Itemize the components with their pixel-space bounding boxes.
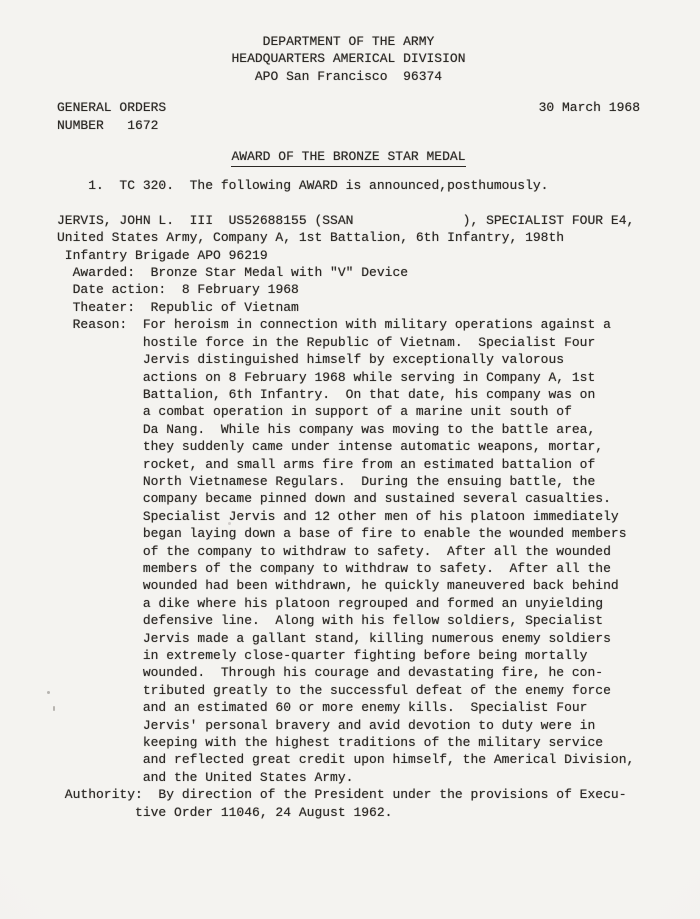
recipient-line: Infantry Brigade APO 96219 (57, 247, 268, 263)
scan-speck (47, 691, 50, 694)
reason-section (57, 316, 640, 786)
reason-line: in extremely close-quarter fighting before being mortally (142, 648, 588, 663)
authority-line: tive Order 11046, 24 August 1962. (57, 804, 393, 820)
letterhead-line: APO San Francisco 96374 (254, 68, 443, 84)
reason-line: Jervis' personal bravery and avid devotion to duty were in (142, 717, 596, 733)
reason-line: Jervis made a gallant stand, killing numerous enemy soldiers (142, 630, 611, 646)
reason-line: of the company to withdraw to safety. After all the wounded (142, 543, 611, 559)
field-value: Republic of Vietnam (150, 299, 299, 315)
reason-line: Da Nang. While his company was moving to the battle area, (142, 421, 596, 437)
reason-line: a combat operation in support of a marine unit south of (142, 404, 572, 420)
reason-line: Jervis distinguished himself by exceptionally valorous (142, 352, 565, 368)
field-label: Date action: (72, 282, 167, 298)
letterhead-line: DEPARTMENT OF THE ARMY (262, 34, 435, 49)
reason-line: For heroism in connection with military operations against a (142, 317, 611, 333)
general-orders-line: NUMBER 1672 (57, 117, 159, 133)
field-label: Theater: (72, 299, 136, 315)
reason-line: a dike where his platoon regrouped and formed an unyielding (142, 595, 604, 611)
reason-line: actions on 8 February 1968 while serving in Company A, 1st (142, 369, 596, 385)
reason-line: hostile force in the Republic of Vietnam. Specialist Four (142, 334, 596, 350)
recipient-line: JERVIS, JOHN L. III US52688155 (SSAN ), SPECIALIST FOUR E4, (57, 212, 635, 228)
award-field-row (57, 264, 640, 281)
reason-line: and reflected great credit upon himself, the Americal Division, (142, 752, 635, 768)
reason-line: tributed greatly to the successful defeat of the enemy force (142, 682, 611, 698)
reason-line: defensive line. Along with his fellow soldiers, Specialist (142, 613, 604, 629)
reason-line: Specialist Jervis and 12 other men of his platoon immediately (142, 508, 619, 524)
reason-text (143, 316, 640, 786)
field-value: 8 February 1968 (181, 282, 299, 298)
general-orders-block (57, 99, 166, 134)
title-wrap (57, 148, 640, 167)
reason-line: Battalion, 6th Infantry. On that date, his company was on (142, 386, 596, 402)
field-label: Awarded: (72, 265, 136, 281)
announcement-paragraph: 1. TC 320. The following AWARD is announced,posthumously. (57, 178, 549, 194)
recipient-line: United States Army, Company A, 1st Battalion, 6th Infantry, 198th (57, 230, 565, 246)
reason-line: they suddenly came under intense automatic weapons, mortar, (142, 439, 604, 455)
scan-speck (228, 522, 231, 525)
scan-speck (53, 706, 55, 711)
letterhead-line: HEADQUARTERS AMERICAL DIVISION (231, 51, 466, 67)
reason-line: wounded had been withdrawn, he quickly maneuvered back behind (142, 578, 619, 594)
reason-line: and an estimated 60 or more enemy kills. Specialist Four (142, 700, 588, 716)
field-value: Bronze Star Medal with "V" Device (150, 265, 409, 281)
reason-line: and the United States Army. (142, 769, 354, 785)
reason-line: North Vietnamese Regulars. During the ensuing battle, the (142, 473, 596, 489)
reason-label: Reason: (72, 317, 128, 333)
order-date: 30 March 1968 (538, 100, 640, 116)
recipient-block (57, 212, 640, 264)
reason-line: keeping with the highest traditions of the military service (142, 735, 604, 751)
reason-line: rocket, and small arms fire from an estimated battalion of (142, 456, 596, 472)
award-field-row (57, 281, 640, 298)
document-content (0, 33, 700, 821)
letterhead (57, 33, 640, 85)
order-info-row (57, 99, 640, 134)
reason-line: wounded. Through his courage and devastating fire, he con- (142, 665, 604, 681)
reason-line: company became pinned down and sustained several casualties. (142, 491, 611, 507)
award-fields (57, 264, 640, 316)
authority-line: Authority: By direction of the President under the provisions of Execu- (57, 787, 627, 803)
general-orders-line: GENERAL ORDERS (57, 100, 167, 116)
authority-section (57, 786, 640, 821)
award-field-row (57, 299, 640, 316)
reason-line: members of the company to withdraw to safety. After all the (142, 560, 611, 576)
page-title: AWARD OF THE BRONZE STAR MEDAL (231, 148, 465, 167)
reason-line: began laying down a base of fire to enable the wounded members (142, 526, 627, 542)
